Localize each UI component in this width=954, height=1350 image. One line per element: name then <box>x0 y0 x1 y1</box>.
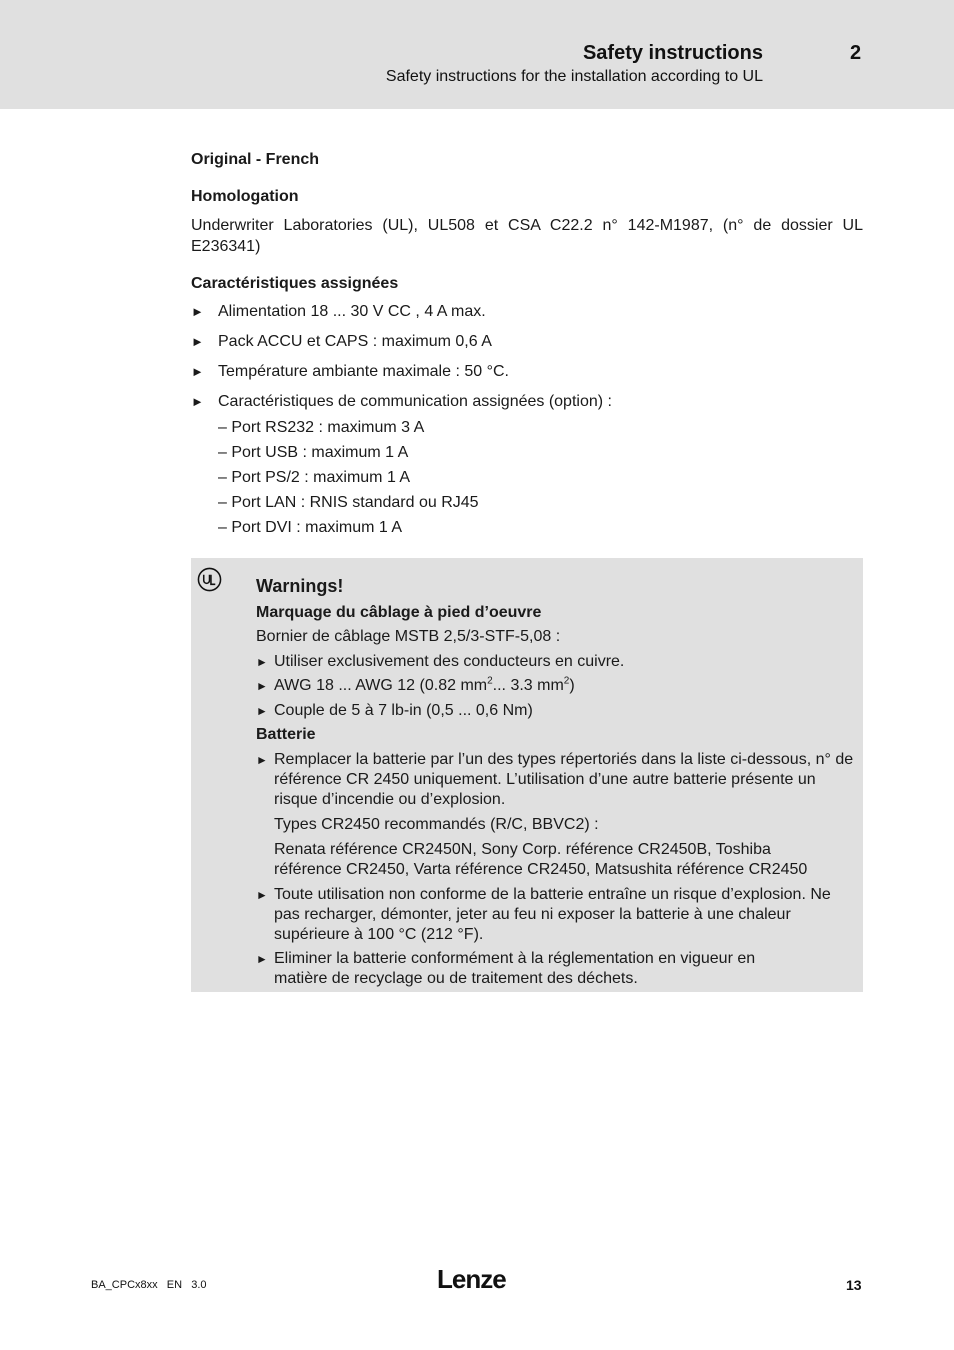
wiring-heading: Marquage du câblage à pied d’oeuvre <box>256 604 542 621</box>
bullet-arrow-icon: ► <box>256 655 268 669</box>
homologation-heading: Homologation <box>191 188 299 205</box>
original-language-label: Original - French <box>191 151 320 168</box>
ratings-heading: Caractéristiques assignées <box>191 275 399 292</box>
bullet-arrow-icon: ► <box>191 334 204 349</box>
bullet-arrow-icon: ► <box>256 679 268 693</box>
list-item: ► Utiliser exclusivement des conducteurs en cuivre. <box>256 653 625 670</box>
list-item: – Port RS232 : maximum 3 A <box>218 419 425 436</box>
ul-mark-icon <box>197 567 222 592</box>
lenze-logo: Lenze <box>437 1264 506 1294</box>
bullet-arrow-icon: ► <box>191 304 204 319</box>
list-item: ► Toute utilisation non conforme de la batterie entraîne un risque d’explosion. Ne pas recharger, démonter, jeter au feu ni exposer la batterie à une chaleur supérieure à 100 °C (212 °F). <box>256 886 831 943</box>
wiring-list <box>256 652 856 725</box>
list-item: ► Eliminer la batterie conformément à la réglementation en vigueur en matière de recyclage ou de traitement des déchets. <box>256 950 756 987</box>
battery-list-2 <box>256 885 856 989</box>
ports-list <box>191 415 863 540</box>
chapter-number: 2 <box>850 42 862 64</box>
list-item: – Port DVI : maximum 1 A <box>218 519 403 536</box>
warning-box <box>191 558 863 992</box>
section-title: Safety instructions <box>582 42 763 64</box>
list-item: ► Remplacer la batterie par l’un des types répertoriés dans la liste ci-dessous, n° de référence CR 2450 uniquement. L’utilisation d’une autre batterie présente un risque d’incendie ou d’explosion. <box>256 751 854 808</box>
battery-heading: Batterie <box>256 726 316 743</box>
page-header <box>0 0 954 109</box>
list-item: – Port USB : maximum 1 A <box>218 444 409 461</box>
homologation-text: Underwriter Laboratories (UL), UL508 et CSA C22.2 n° 142-M1987, (n° de dossier UL E236341) <box>191 217 863 255</box>
section-subtitle: Safety instructions for the installation according to UL <box>385 68 763 85</box>
bullet-arrow-icon: ► <box>191 394 204 409</box>
warning-content <box>256 574 856 989</box>
list-item: ► Alimentation 18 ... 30 V CC , 4 A max. <box>191 303 486 320</box>
list-item: ► AWG 18 ... AWG 12 (0.82 $mm^2$... 3.3 $mm^2$) <box>256 675 575 694</box>
battery-types: Types CR2450 recommandés (R/C, BBVC2) : <box>274 816 599 833</box>
bullet-arrow-icon: ► <box>256 952 268 966</box>
battery-list <box>256 750 856 810</box>
list-item: ► Température ambiante maximale : 50 °C. <box>191 363 509 380</box>
terminal-text: Bornier de câblage MSTB 2,5/3-STF-5,08 : <box>256 628 561 645</box>
ratings-list <box>191 302 863 415</box>
bullet-arrow-icon: ► <box>191 364 204 379</box>
bullet-arrow-icon: ► <box>256 753 268 767</box>
page-number: 13 <box>846 1277 862 1293</box>
battery-references: Renata référence CR2450N, Sony Corp. référence CR2450B, Toshiba référence CR2450, Varta référence CR2450, Matsushita référence CR2450 <box>274 841 808 878</box>
list-item: – Port LAN : RNIS standard ou RJ45 <box>218 494 479 511</box>
document-id: BA_CPCx8xx EN 3.0 <box>91 1279 207 1291</box>
main-content <box>191 150 863 540</box>
list-item: ► Couple de 5 à 7 lb-in (0,5 ... 0,6 Nm) <box>256 702 533 719</box>
list-item: ► Pack ACCU et CAPS : maximum 0,6 A <box>191 333 492 350</box>
warning-title: Warnings! <box>256 576 344 596</box>
bullet-arrow-icon: ► <box>256 888 268 902</box>
list-item: ► Caractéristiques de communication assignées (option) : <box>191 393 612 410</box>
bullet-arrow-icon: ► <box>256 704 268 718</box>
list-item: – Port PS/2 : maximum 1 A <box>218 469 411 486</box>
